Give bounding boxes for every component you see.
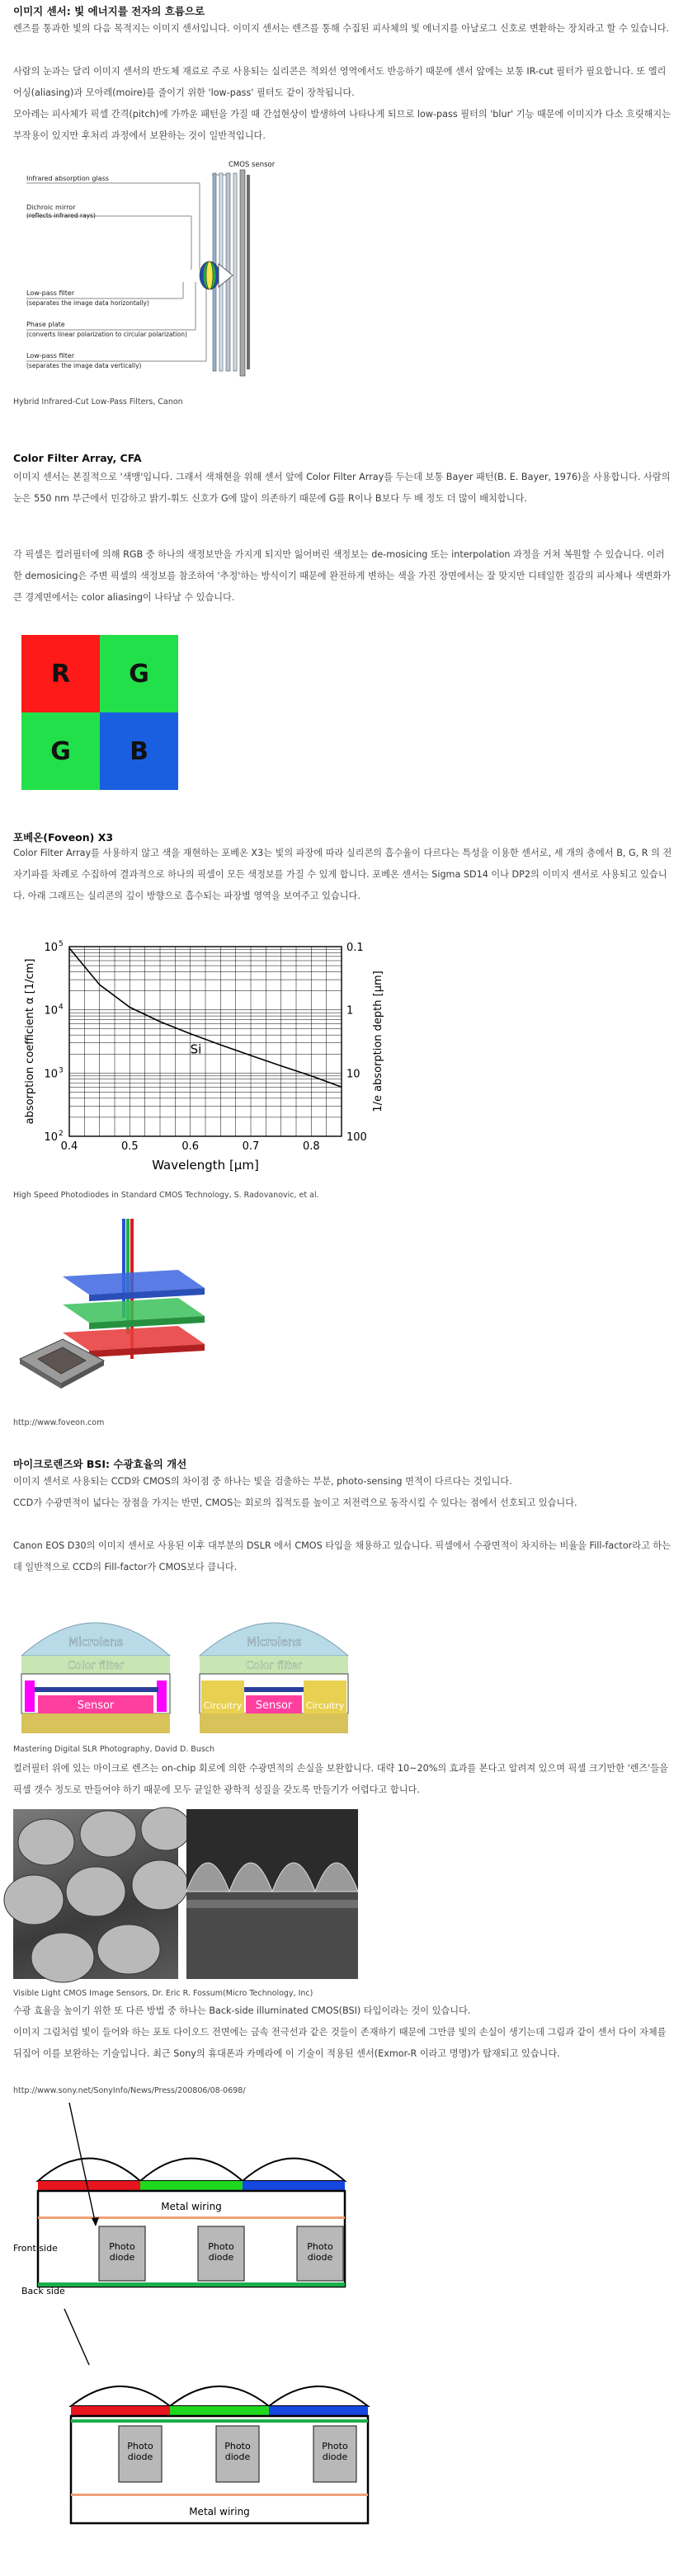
ir-cut-filter-diagram — [26, 158, 274, 389]
photodiode-label: Photo — [208, 2241, 234, 2252]
y2-tick-label: 100 — [346, 1131, 367, 1144]
low-pass-v-note: (separates the image data vertically) — [26, 362, 142, 369]
color-filter-label: Color filter — [67, 1660, 125, 1672]
y2-tick-label: 1 — [346, 1004, 354, 1018]
section-title-cfa: Color Filter Array, CFA — [13, 452, 142, 464]
sem-photo-right — [186, 1809, 358, 1979]
photodiode-label: diode — [224, 2451, 251, 2462]
figure-caption: High Speed Photodiodes in Standard CMOS Technology, S. Radovanovic, et al. — [13, 1191, 319, 1200]
x-tick-label: 0.8 — [302, 1140, 320, 1153]
y-axis-label: absorption coefficient α [1/cm] — [24, 958, 36, 1125]
y-tick-exponent: 5 — [59, 940, 64, 948]
photodiode-label: Photo — [322, 2441, 348, 2451]
sensor-label: Sensor — [255, 1699, 293, 1712]
bayer-pattern — [21, 635, 178, 790]
microlens-sem-photos — [13, 1809, 358, 1979]
dichroic-note: (reflects infrared rays) — [26, 212, 96, 219]
x-tick-label: 0.6 — [181, 1140, 200, 1153]
low-pass-v-label: Low-pass filter — [26, 352, 75, 360]
microlens-label: Microlens — [246, 1636, 302, 1649]
low-pass-h-note: (separates the image data horizontally) — [26, 299, 149, 307]
y-tick-exponent: 2 — [59, 1130, 64, 1138]
paragraph: 컬러필터 위에 있는 마이크로 렌즈는 on-chip 회로에 의한 수광면적의 손실을 보완합니다. 대략 10~20%의 효과를 본다고 알려져 있으며 픽셀 크기만한 '렌즈'들을 픽셀 갯수 정도로 만들어야 하기 때문에 모두 균일한 광학적 성질을 갖도록 만들기가 어렵다고 합니다. — [13, 1763, 668, 1795]
photodiode-label: Photo — [109, 2241, 135, 2252]
fill-factor-diagram — [13, 1598, 368, 1738]
paragraph: 모아레는 피사체가 픽셀 간격(pitch)에 가까운 패턴을 가질 때 간섭현상이 발생하여 나타나게 되므로 low-pass 필터의 'blur' 기능 때문에 이미지가 다소 흐릿해지는 부작용이 있지만 후처리 과정에서 보완하는 것이 일반적입니다. — [13, 109, 671, 141]
figure-caption: Hybrid Infrared-Cut Low-Pass Filters, Canon — [13, 397, 183, 407]
circuitry-label: Circuitry — [305, 1700, 345, 1711]
absorption-chart-svg — [15, 933, 384, 1181]
sem-photo-left — [13, 1809, 178, 1979]
y-tick-label: 10 — [44, 1131, 58, 1144]
bayer-cell-r: R — [21, 635, 100, 712]
x-tick-label: 0.7 — [242, 1140, 260, 1153]
section-title-image-sensor: 이미지 센서: 빛 에너지를 전자의 흐름으로 — [13, 5, 205, 17]
photodiode-label: diode — [109, 2252, 135, 2263]
x-tick-label: 0.4 — [60, 1140, 78, 1153]
absorption-chart — [15, 933, 384, 1181]
paragraph: CCD가 수광면적이 넓다는 장점을 가지는 반면, CMOS는 회로의 집적도를 높이고 저전력으로 동작시킬 수 있다는 점에서 선호되고 있습니다. — [13, 1497, 577, 1508]
y-tick-exponent: 3 — [59, 1066, 64, 1075]
series-label-si: Si — [190, 1041, 202, 1057]
figure-caption: Mastering Digital SLR Photography, David D. Busch — [13, 1745, 215, 1754]
paragraph: 사람의 눈과는 달리 이미지 센서의 반도체 재료로 주로 사용되는 실리콘은 적외선 영역에서도 반응하기 때문에 센서 앞에는 보통 IR-cut 필터가 필요합니다. 또 엘리어싱(aliasing)과 모아레(moire)를 줄이기 위한 'low-pass' 필터도 같이 장착됩니다. — [13, 66, 667, 98]
y2-tick-label: 10 — [346, 1068, 360, 1081]
paragraph: Color Filter Array를 사용하지 않고 색을 재현하는 포베온 X3는 빛의 파장에 따라 실리콘의 흡수율이 다르다는 특성을 이용한 센서로, 세 개의 층에서 B, G, R 의 전자기파를 차례로 수집하여 결과적으로 하나의 픽셀이 모든 색정보를 가질 수 있게 합니다. 포베온 센서는 Sigma SD14 이나 DP2의 이미지 센서로 사용되고 있습니다. 아래 그래프는 실리콘의 깊이 방향으로 흡수되는 파장별 영역을 보여주고 있습니다. — [13, 848, 672, 901]
paragraph: 이미지 그림처럼 빛이 들어와 하는 포토 다이오드 전면에는 금속 전극선과 같은 것들이 존재하기 때문에 그만큼 빛의 손실이 생기는데 그림과 같이 센서 다이 자체를 뒤집어 이를 보완하는 기술입니다. 최근 Sony의 휴대폰과 카메라에 이 기술이 적용된 센서(Exmor-R 이라고 명명)가 탑재되고 있습니다. — [13, 2027, 667, 2059]
color-filter-label: Color filter — [245, 1660, 303, 1672]
paragraph: 이미지 센서는 본질적으로 '색맹'입니다. 그래서 색채현을 위해 센서 앞에 Color Filter Array를 두는데 보통 Bayer 패턴(B. E. Bayer, 1976)을 사용합니다. 사람의 눈은 550 nm 부근에서 민감하고 밝기-휘도 신호가 G에 많이 의존하기 때문에 G를 R이나 B보다 두 배 정도 더 많이 배치합니다. — [13, 472, 671, 504]
metal-wiring-label: Metal wiring — [161, 2201, 222, 2212]
photodiode-label: Photo — [224, 2441, 251, 2451]
x-tick-label: 0.5 — [120, 1140, 139, 1153]
front-side-label: Front side — [13, 2243, 58, 2254]
circuitry-label: Circuitry — [203, 1700, 243, 1711]
sensor-label: Sensor — [77, 1699, 115, 1712]
bayer-cell-g: G — [100, 635, 178, 712]
x-axis-label: Wavelength [μm] — [152, 1158, 259, 1173]
back-side-label: Back side — [21, 2286, 65, 2296]
y2-axis-label: 1/e absorption depth [μm] — [372, 971, 384, 1112]
figure-caption-link[interactable]: http://www.foveon.com — [13, 1418, 105, 1427]
y2-tick-label: 0.1 — [346, 942, 364, 954]
photodiode-label: diode — [208, 2252, 234, 2263]
bayer-cell-g: G — [21, 712, 100, 790]
bsi-diagram — [13, 2103, 393, 2564]
y-tick-label: 10 — [44, 942, 58, 954]
low-pass-h-label: Low-pass filter — [26, 289, 75, 297]
photodiode-label: Photo — [127, 2441, 153, 2451]
sony-press-link[interactable]: http://www.sony.net/SonyInfo/News/Press/200806/08-0698/ — [13, 2086, 246, 2095]
ir-cut-filter-svg — [26, 158, 274, 389]
phase-plate-note: (converts linear polarization to circular polarization) — [26, 331, 187, 338]
photodiode-label: diode — [322, 2451, 348, 2462]
photodiode-label: Photo — [307, 2241, 333, 2252]
dichroic-label: Dichroic mirror — [26, 204, 76, 211]
figure-caption: Visible Light CMOS Image Sensors, Dr. Eric R. Fossum(Micro Technology, Inc) — [13, 1989, 313, 1998]
y-tick-label: 10 — [44, 1004, 58, 1018]
paragraph: 각 픽셀은 컬러필터에 의해 RGB 중 하나의 색정보만을 가지게 되지만 잃어버린 색정보는 de-mosicing 또는 interpolation 과정을 거쳐 복원할 수 있습니다. 이러한 demosicing은 주변 픽셀의 색정보를 참조하여 '추정'하는 방식이기 때문에 완전하게 변하는 색을 가진 장면에서는 잘 맞지만 디테일한 질감의 피사체나 색변화가 큰 경계면에서는 color aliasing이 나타날 수 있습니다. — [13, 549, 672, 603]
foveon-layers-illustration — [13, 1219, 211, 1408]
photodiode-label: diode — [307, 2252, 333, 2263]
phase-plate-label: Phase plate — [26, 321, 65, 328]
section-title-foveon: 포베온(Foveon) X3 — [13, 831, 114, 844]
metal-wiring-label: Metal wiring — [189, 2506, 250, 2517]
paragraph: 렌즈를 통과한 빛의 다음 목적지는 이미지 센서입니다. 이미지 센서는 렌즈를 통해 수집된 피사체의 빛 에너지를 아날로그 신호로 변환하는 장치라고 할 수 있습니다. — [13, 23, 670, 34]
chart-grid — [69, 947, 342, 1136]
cmos-sensor-label: CMOS sensor — [229, 161, 276, 169]
paragraph: Canon EOS D30의 이미지 센서로 사용된 이후 대부분의 DSLR 에서 CMOS 타입을 채용하고 있습니다. 픽셀에서 수광면적이 차지하는 비율을 Fill-factor라고 하는데 일반적으로 CCD의 Fill-factor가 CMOS보다 큽니다. — [13, 1540, 672, 1572]
ir-glass-label: Infrared absorption glass — [26, 175, 109, 182]
y-tick-exponent: 4 — [59, 1003, 64, 1012]
y-tick-label: 10 — [44, 1068, 58, 1081]
bayer-cell-b: B — [100, 712, 178, 790]
photodiode-label: diode — [127, 2451, 153, 2462]
section-title-microlens-bsi: 마이크로렌즈와 BSI: 수광효율의 개선 — [13, 1458, 187, 1470]
paragraph: 수광 효율을 높이기 위한 또 다른 방법 중 하나는 Back-side illuminated CMOS(BSI) 타입이라는 것이 있습니다. — [13, 2005, 471, 2016]
microlens-label: Microlens — [68, 1636, 124, 1649]
paragraph: 이미지 센서로 사용되는 CCD와 CMOS의 차이점 중 하나는 빛을 검출하는 부분, photo-sensing 면적이 다르다는 것입니다. — [13, 1476, 512, 1487]
